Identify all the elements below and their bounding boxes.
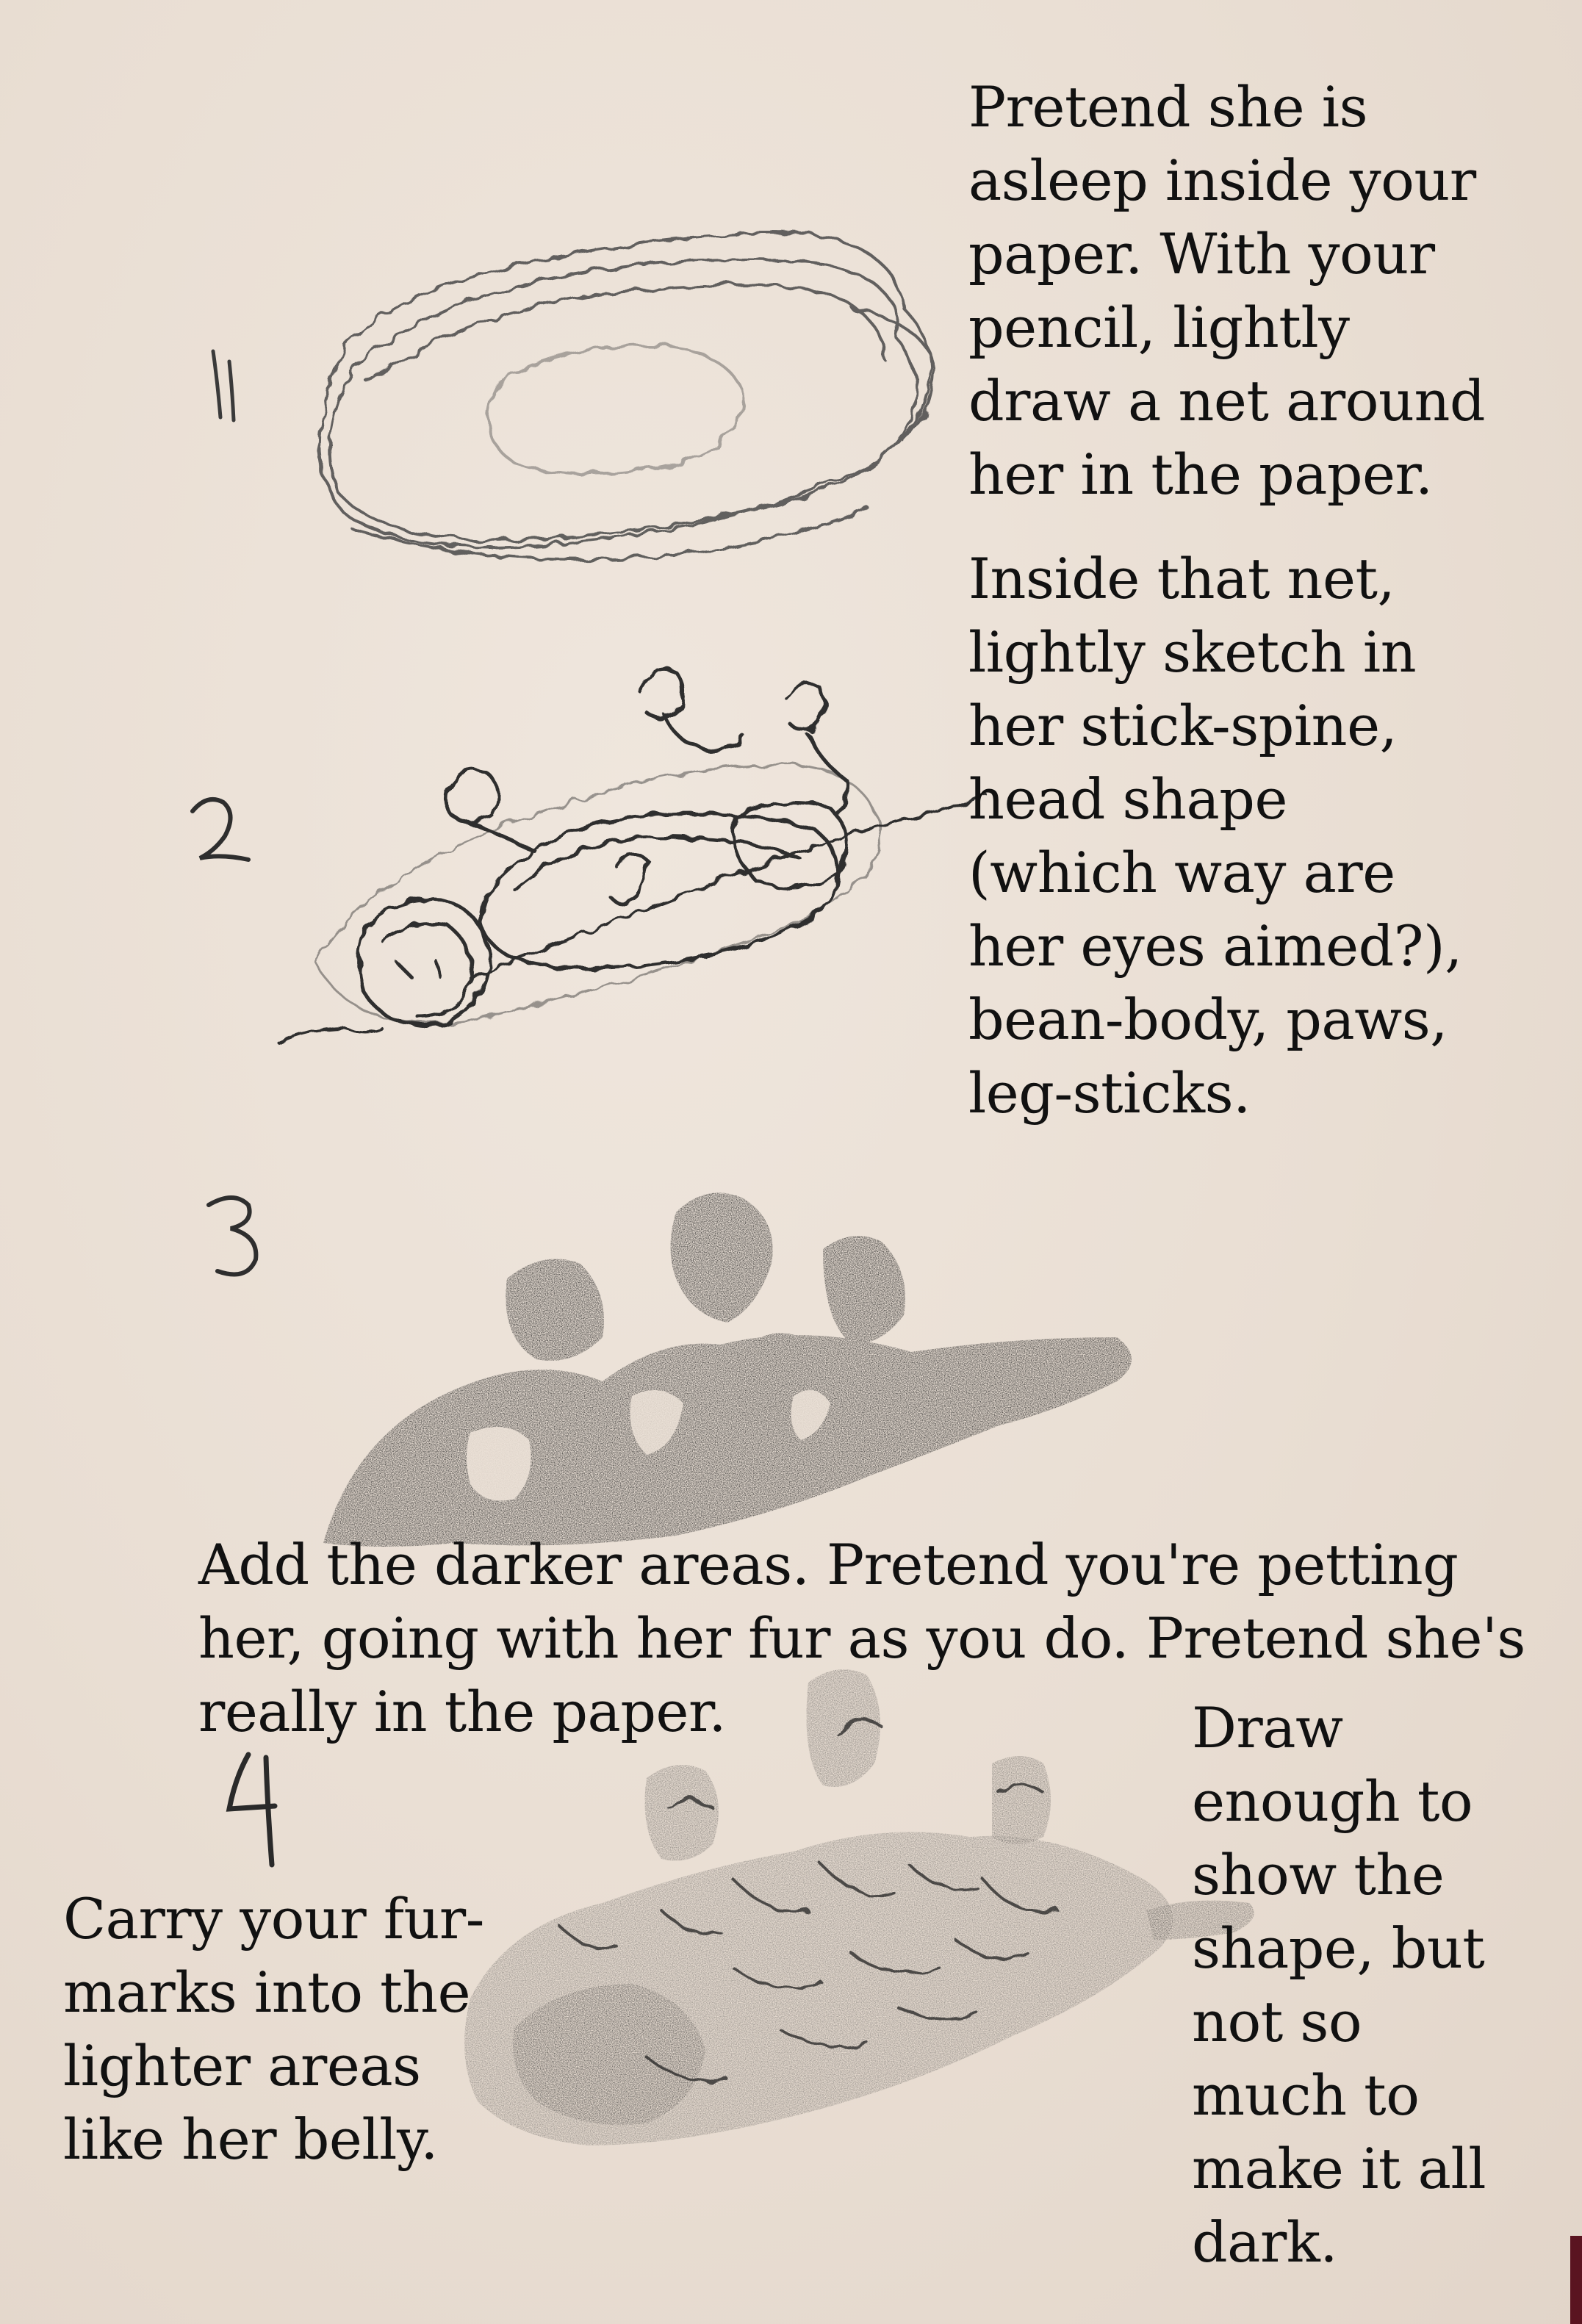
- step-2-instructions: Inside that net, lightly sketch in her stick-spine, head shape (which way are her eyes aimed?), bean-body, paws, leg-sticks.: [968, 546, 1462, 1126]
- step-number-4: [229, 1755, 275, 1865]
- step-number-2: [193, 799, 248, 860]
- step-3-instructions: Add the darker areas. Pretend you're petting her, going with her fur as you do. Pretend she's really in the paper.: [198, 1532, 1525, 1744]
- sketch-construction: [279, 669, 985, 1043]
- step-number-1: [213, 351, 234, 420]
- sketch-net: [319, 234, 933, 560]
- step-1-instructions: Pretend she is asleep inside your paper. With your pencil, lightly draw a net around her in the paper.: [968, 74, 1486, 507]
- corner-accent: [1570, 2236, 1582, 2324]
- sketch-shaded: [323, 1192, 1132, 1547]
- side-note: Draw enough to show the shape, but not so much to make it all dark.: [1192, 1695, 1486, 2275]
- step-number-3: [209, 1198, 256, 1274]
- step-4-instructions: Carry your fur- marks into the lighter areas like her belly.: [63, 1886, 484, 2172]
